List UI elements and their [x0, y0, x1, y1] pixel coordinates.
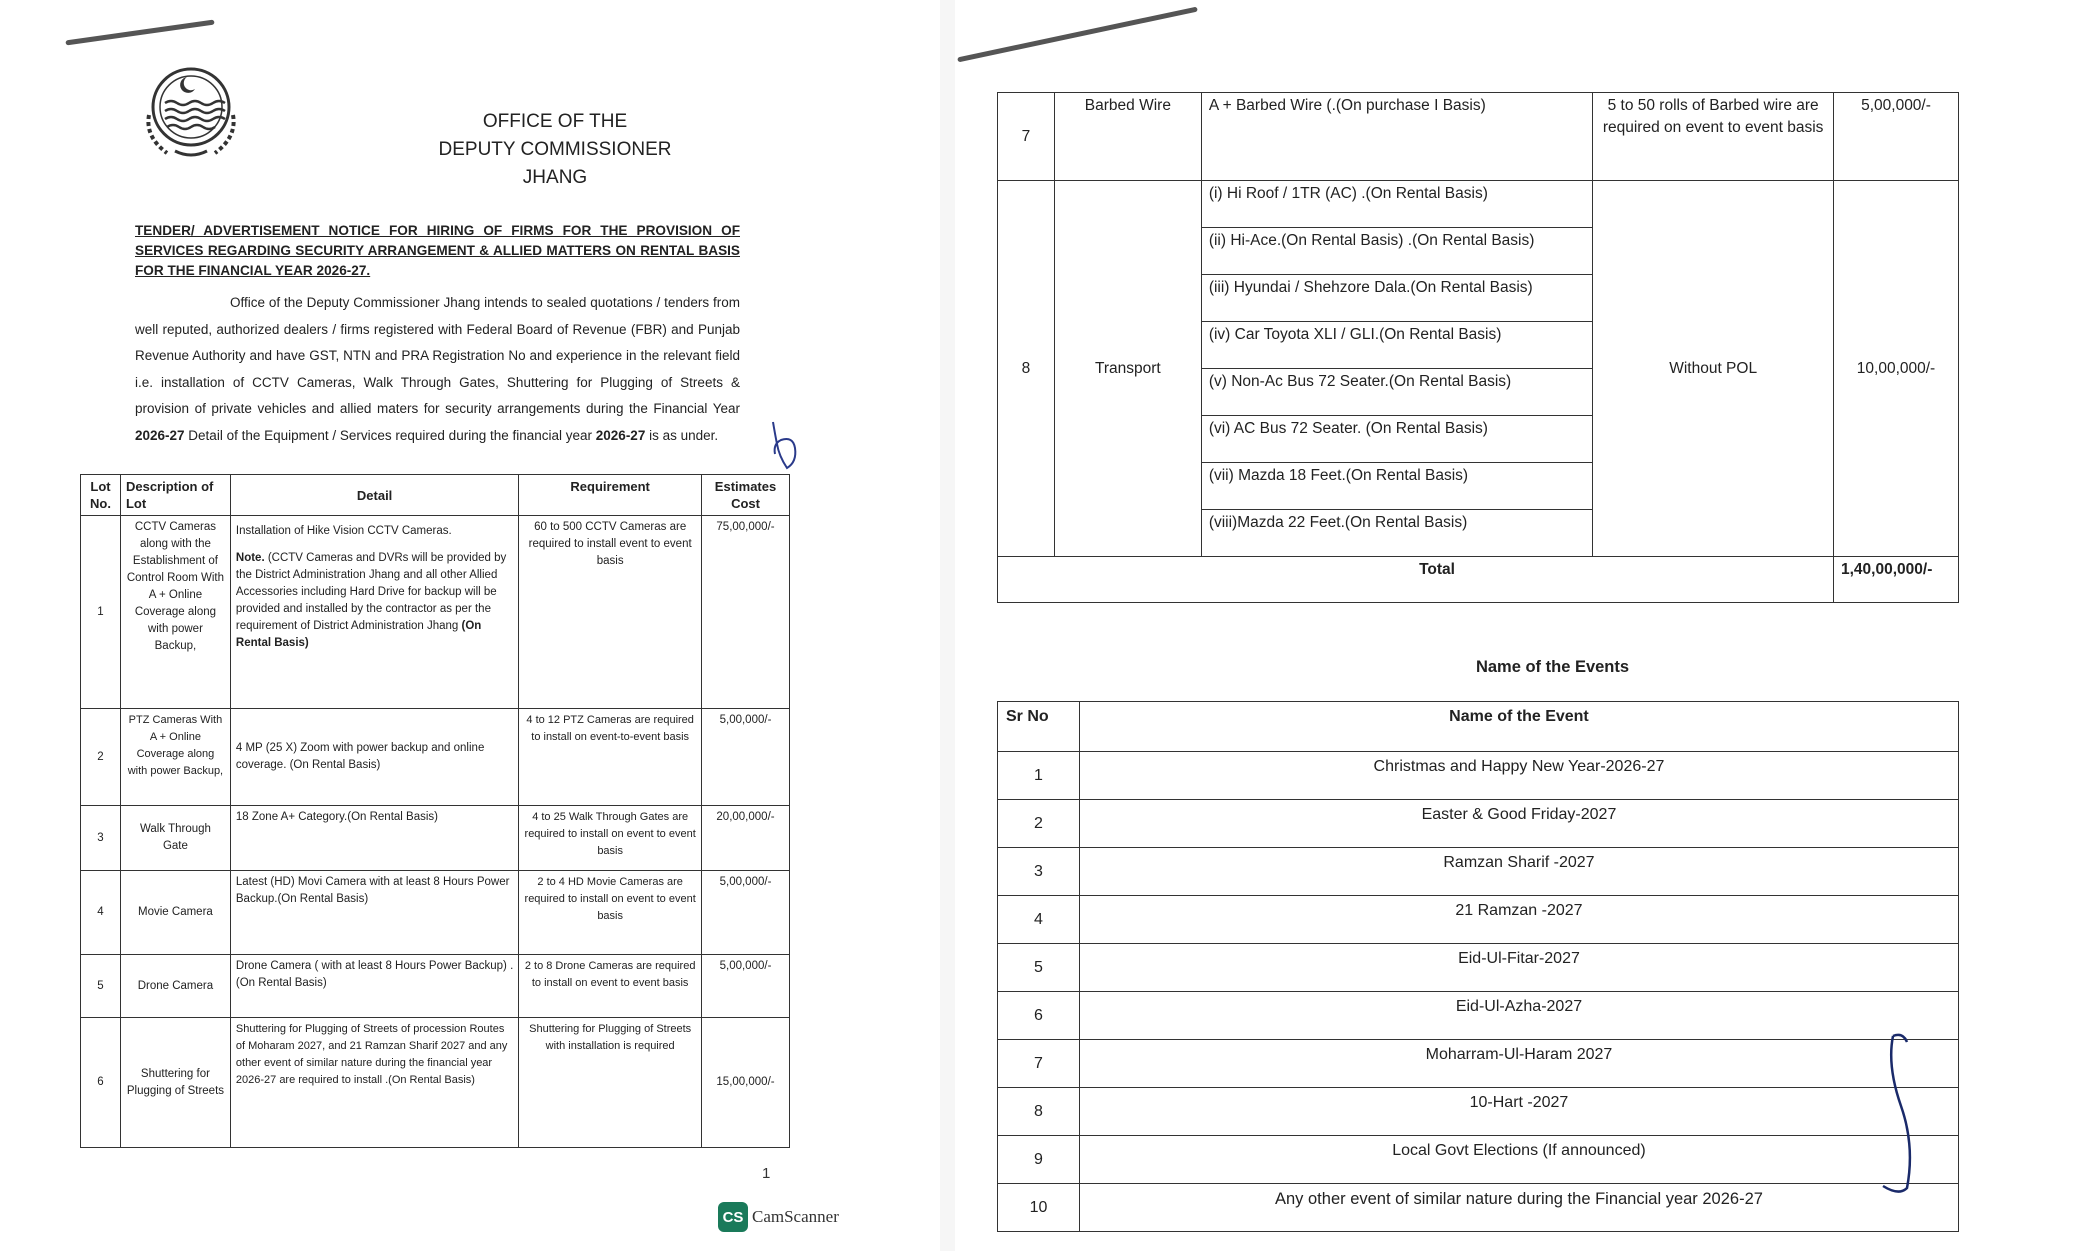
- camscanner-label: CamScanner: [752, 1207, 839, 1226]
- lot-description: Shuttering for Plugging of Streets: [120, 1018, 230, 1148]
- handwritten-bracket-icon: [1875, 1030, 1930, 1200]
- punjab-government-logo-icon: [135, 55, 247, 167]
- staple-mark: [957, 7, 1198, 63]
- handwritten-signature-icon: [765, 418, 803, 473]
- event-sr: 3: [998, 848, 1080, 896]
- event-name: Any other event of similar nature during the Financial year 2026-27: [1079, 1184, 1958, 1232]
- transport-item: (i) Hi Roof / 1TR (AC) .(On Rental Basis): [1201, 181, 1592, 228]
- transport-item: (vi) AC Bus 72 Seater. (On Rental Basis): [1201, 416, 1592, 463]
- event-name: 10-Hart -2027: [1079, 1088, 1958, 1136]
- event-sr: 8: [998, 1088, 1080, 1136]
- event-name: Eid-Ul-Fitar-2027: [1079, 944, 1958, 992]
- table-row: [998, 1088, 1959, 1136]
- header-lot-no: Lot No.: [81, 475, 121, 516]
- event-sr: 1: [998, 752, 1080, 800]
- office-title-line2: DEPUTY COMMISSIONER: [438, 139, 672, 160]
- event-sr: 4: [998, 896, 1080, 944]
- table-row: [998, 848, 1959, 896]
- event-name: Moharram-Ul-Haram 2027: [1079, 1040, 1958, 1088]
- intro-text-part3: is as under.: [645, 427, 719, 443]
- lot-requirement: 2 to 8 Drone Cameras are required to install on event to event basis: [519, 955, 702, 1018]
- document-page-left: [0, 0, 940, 1251]
- lot-requirement: 4 to 25 Walk Through Gates are required to install on event to event basis: [519, 806, 702, 871]
- lot-description: Walk Through Gate: [120, 806, 230, 871]
- total-row: [998, 557, 1959, 603]
- lot-number: 8: [998, 181, 1055, 557]
- table-row: [81, 1018, 790, 1148]
- camscanner-watermark: [718, 1202, 839, 1232]
- table-row: [998, 752, 1959, 800]
- transport-item: (viii)Mazda 22 Feet.(On Rental Basis): [1201, 510, 1592, 557]
- events-heading: Name of the Events: [1475, 658, 1630, 676]
- intro-year2: 2026-27: [595, 427, 646, 443]
- lot-detail-note-label: Note.: [235, 552, 265, 564]
- office-title: [430, 108, 680, 192]
- transport-item: (v) Non-Ac Bus 72 Seater.(On Rental Basis): [1201, 369, 1592, 416]
- table-row: [998, 181, 1959, 228]
- lot-description: PTZ Cameras With A + Online Coverage along with power Backup,: [120, 709, 230, 806]
- header-detail: Detail: [230, 475, 518, 516]
- lot-number: 7: [998, 93, 1055, 181]
- lot-description: CCTV Cameras along with the Establishment of Control Room With A + Online Coverage along with power Backup,: [120, 516, 230, 709]
- event-name: Christmas and Happy New Year-2026-27: [1079, 752, 1958, 800]
- table-row: [81, 871, 790, 955]
- lot-detail: A + Barbed Wire (.(On purchase I Basis): [1201, 93, 1592, 181]
- lot-number: 5: [81, 955, 121, 1018]
- table-row: [998, 93, 1959, 181]
- lot-requirement: 60 to 500 CCTV Cameras are required to install event to event basis: [519, 516, 702, 709]
- lot-cost: 5,00,000/-: [702, 709, 790, 806]
- header-sr-no: Sr No: [998, 702, 1080, 752]
- lot-cost: 5,00,000/-: [702, 871, 790, 955]
- lot-detail: [230, 516, 518, 709]
- event-sr: 9: [998, 1136, 1080, 1184]
- lot-detail-note-bold: (On Rental Basis): [235, 620, 482, 649]
- lot-number: 3: [81, 806, 121, 871]
- event-sr: 5: [998, 944, 1080, 992]
- transport-item: (vii) Mazda 18 Feet.(On Rental Basis): [1201, 463, 1592, 510]
- event-name: Easter & Good Friday-2027: [1079, 800, 1958, 848]
- lot-number: 2: [81, 709, 121, 806]
- lot-description: Drone Camera: [120, 955, 230, 1018]
- lot-detail-main: Installation of Hike Vision CCTV Cameras.: [235, 525, 452, 537]
- lots-table-header-row: [81, 475, 790, 516]
- camscanner-logo-icon: CS: [718, 1202, 748, 1232]
- lots-table: [80, 474, 790, 1148]
- events-table: [997, 701, 1959, 1232]
- lot-description: Barbed Wire: [1054, 93, 1201, 181]
- table-row: [81, 516, 790, 709]
- table-row: [998, 992, 1959, 1040]
- transport-item: (iv) Car Toyota XLI / GLI.(On Rental Basis): [1201, 322, 1592, 369]
- event-name: Local Govt Elections (If announced): [1079, 1136, 1958, 1184]
- document-page-right: [955, 0, 2074, 1251]
- table-row: [998, 944, 1959, 992]
- lot-cost: 75,00,000/-: [702, 516, 790, 709]
- header-description: Description of Lot: [120, 475, 230, 516]
- lot-number: 6: [81, 1018, 121, 1148]
- event-name: Ramzan Sharif -2027: [1079, 848, 1958, 896]
- event-sr: 7: [998, 1040, 1080, 1088]
- transport-item: (ii) Hi-Ace.(On Rental Basis) .(On Rental Basis): [1201, 228, 1592, 275]
- lot-number: 1: [81, 516, 121, 709]
- lot-requirement: 2 to 4 HD Movie Cameras are required to install on event to event basis: [519, 871, 702, 955]
- lot-description: Movie Camera: [120, 871, 230, 955]
- table-row: [998, 800, 1959, 848]
- header-requirement: Requirement: [519, 475, 702, 516]
- office-title-line3: JHANG: [522, 167, 588, 188]
- lot-detail: 18 Zone A+ Category.(On Rental Basis): [230, 806, 518, 871]
- transport-item: (iii) Hyundai / Shehzore Dala.(On Rental Basis): [1201, 275, 1592, 322]
- lot-requirement: Shuttering for Plugging of Streets with installation is required: [519, 1018, 702, 1148]
- intro-text-part2: Detail of the Equipment / Services required during the financial year: [184, 427, 596, 443]
- lot-detail: Drone Camera ( with at least 8 Hours Power Backup) .(On Rental Basis): [230, 955, 518, 1018]
- event-sr: 2: [998, 800, 1080, 848]
- table-row: [998, 1040, 1959, 1088]
- table-row: [81, 709, 790, 806]
- lot-cost: 15,00,000/-: [702, 1018, 790, 1148]
- intro-paragraph: [135, 290, 740, 449]
- lot-detail: Latest (HD) Movi Camera with at least 8 Hours Power Backup.(On Rental Basis): [230, 871, 518, 955]
- header-event-name: Name of the Event: [1079, 702, 1958, 752]
- intro-year1: 2026-27: [135, 427, 185, 443]
- event-sr: 6: [998, 992, 1080, 1040]
- lot-requirement: Without POL: [1593, 181, 1834, 557]
- lot-cost: 10,00,000/-: [1834, 181, 1959, 557]
- table-row: [81, 955, 790, 1018]
- event-name: Eid-Ul-Azha-2027: [1079, 992, 1958, 1040]
- lot-cost: 5,00,000/-: [1834, 93, 1959, 181]
- page-number: 1: [762, 1165, 771, 1182]
- lots-table-continued: [997, 92, 1959, 603]
- notice-title: TENDER/ ADVERTISEMENT NOTICE FOR HIRING OF FIRMS FOR THE PROVISION OF SERVICES REGARDING SECURITY ARRANGEMENT & ALLIED MATTERS ON RENTAL BASIS FOR THE FINANCIAL YEAR 2026-27.: [135, 223, 740, 278]
- intro-text-part1: Office of the Deputy Commissioner Jhang intends to sealed quotations / tenders from well reputed, authorized dealers / firms registered with Federal Board of Revenue (FBR) and Punjab Revenue Authority and have GST, NTN and PRA Registration No and experience in the relevant field i.e. installation of CCTV Cameras, Walk Through Gates, Shuttering for Plugging of Streets & provision of private vehicles and allied maters for security arrangements during the Financial Year: [135, 295, 740, 416]
- header-estimates: Estimates Cost: [702, 475, 790, 516]
- table-row: [998, 1136, 1959, 1184]
- event-name: 21 Ramzan -2027: [1079, 896, 1958, 944]
- lot-cost: 20,00,000/-: [702, 806, 790, 871]
- lot-number: 4: [81, 871, 121, 955]
- office-title-line1: OFFICE OF THE: [482, 111, 628, 132]
- lot-requirement: 5 to 50 rolls of Barbed wire are required on event to event basis: [1593, 93, 1834, 181]
- lot-detail-note: (CCTV Cameras and DVRs will be provided by the District Administration Jhang and all other Allied Accessories including Hard Drive for backup will be provided and installed by the contractor as per the requirement of District Administration Jhang: [235, 552, 507, 632]
- lot-detail: 4 MP (25 X) Zoom with power backup and online coverage. (On Rental Basis): [230, 709, 518, 806]
- table-row: [998, 1184, 1959, 1232]
- events-table-header-row: [998, 702, 1959, 752]
- lot-requirement: 4 to 12 PTZ Cameras are required to install on event-to-event basis: [519, 709, 702, 806]
- table-row: [998, 896, 1959, 944]
- lot-description: Transport: [1054, 181, 1201, 557]
- total-value: 1,40,00,000/-: [1834, 557, 1959, 603]
- lot-cost: 5,00,000/-: [702, 955, 790, 1018]
- page-gutter: [940, 0, 955, 1251]
- event-sr: 10: [998, 1184, 1080, 1232]
- total-label: Total: [998, 557, 1834, 603]
- lot-detail: Shuttering for Plugging of Streets of procession Routes of Moharam 2027, and 21 Ramzan Sharif 2027 and any other event of similar nature during the financial year 2026-27 are required to install .(On Rental Basis): [230, 1018, 518, 1148]
- table-row: [81, 806, 790, 871]
- staple-mark: [65, 20, 214, 46]
